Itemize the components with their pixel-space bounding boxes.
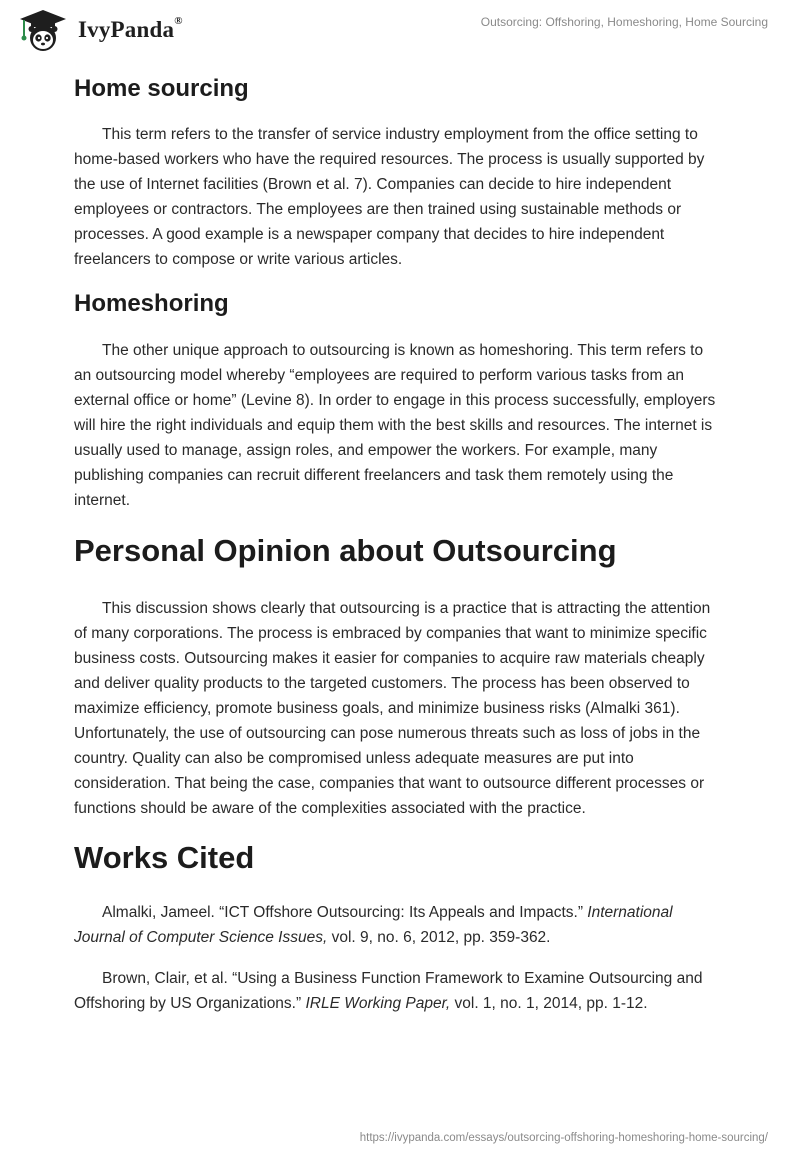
section-paragraph-homeshoring: The other unique approach to outsourcing is known as homeshoring. This term refers to an outsourcing model whereby “employees are required to perform various tasks from an external office or home” (Levine 8). In order to engage in this process successfully, employers will hire the right individuals and equip them with the best skills and resources. The internet is usually used to manage, assign roles, and empower the workers. For example, many publishing companies can recruit different freelancers and task them remotely using the internet. — [74, 342, 716, 509]
section-paragraph-home-sourcing: This term refers to the transfer of service industry employment from the office setting to home-based workers who have the required resources. The process is usually supported by the use of Internet facilities (Brown et al. 7). Companies can decide to hire independent employees or contractors. The employees are then trained using sustainable methods or processes. A good example is a newspaper company that decides to hire independent freelancers to compose or write various articles. — [74, 126, 705, 268]
section-heading-personal-opinion: Personal Opinion about Outsourcing — [74, 533, 617, 568]
panda-graduate-icon — [14, 8, 72, 52]
section-paragraph-personal-opinion: This discussion shows clearly that outsourcing is a practice that is attracting the attention of many corporations. The process is embraced by companies that want to minimize specific business costs. Outsourcing makes it easier for companies to acquire raw materials cheaply and deliver quality products to the targeted customers. The process has been observed to maximize efficiency, promote business goals, and minimize business risks (Almalki 361). Unfortunately, the use of outsourcing can pose numerous threats such as loss of jobs in the country. Quality can also be compromised unless adequate measures are put into consideration. That being the case, companies that want to outsource different processes or functions should be aware of the complexities associated with the practice. — [74, 600, 711, 817]
document-title: Outsorcing: Offshoring, Homeshoring, Home Sourcing — [480, 15, 768, 29]
brand-name: IvyPanda® — [78, 15, 183, 42]
page-header — [0, 0, 800, 60]
source-url[interactable]: https://ivypanda.com/essays/outsorcing-offshoring-homeshoring-home-sourcing/ — [359, 1132, 768, 1144]
ivypanda-logo[interactable] — [14, 8, 183, 52]
registered-mark: ® — [174, 15, 183, 27]
section-heading-home-sourcing: Home sourcing — [74, 75, 249, 102]
citation-entry: Brown, Clair, et al. “Using a Business Function Framework to Examine Outsourcing and Offshoring by US Organizations.” IRLE Working Paper, vol. 1, no. 1, 2014, pp. 1-12. — [74, 970, 703, 1012]
section-heading-homeshoring: Homeshoring — [74, 290, 229, 317]
works-cited-heading: Works Cited — [74, 840, 255, 875]
essay-content — [74, 70, 724, 1016]
citation-entry: Almalki, Jameel. “ICT Offshore Outsourcing: Its Appeals and Impacts.” International Journal of Computer Science Issues, vol. 9, no. 6, 2012, pp. 359-362. — [74, 904, 673, 946]
